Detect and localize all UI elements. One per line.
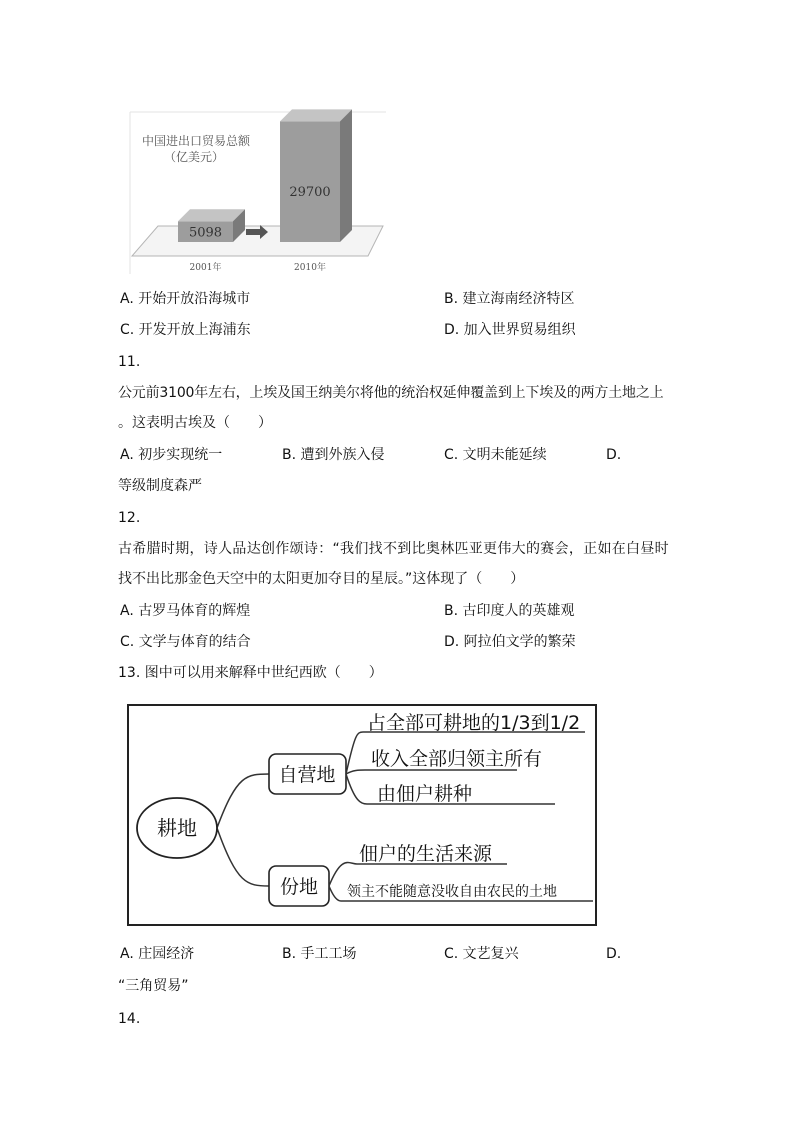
trade-volume-bar-chart <box>128 108 386 274</box>
q12-number: 12. <box>118 510 141 526</box>
mindmap-branch-tenancy-label: 份地 <box>279 876 319 898</box>
q11-stem-line1: 公元前3100年左右，上埃及国王纳美尔将他的统治权延伸覆盖到上下埃及的两方土地之上 <box>118 385 664 401</box>
bar-2010年 <box>280 109 352 242</box>
bar-2001年 <box>178 209 245 242</box>
q10-option-a[interactable]: A. 开始开放沿海城市 <box>120 291 251 307</box>
q12-option-b[interactable]: B. 古印度人的英雄观 <box>444 603 575 619</box>
q11-option-c[interactable]: C. 文明未能延续 <box>444 447 547 463</box>
q13-option-a[interactable]: A. 庄园经济 <box>120 946 195 962</box>
q10-option-b[interactable]: B. 建立海南经济特区 <box>444 291 575 307</box>
mindmap-tenancy-item-2: 领主不能随意没收自由农民的土地 <box>347 884 557 900</box>
q12-option-c[interactable]: C. 文学与体育的结合 <box>120 634 251 650</box>
mindmap-root-label: 耕地 <box>157 816 197 840</box>
farmland-mind-map <box>127 704 597 926</box>
q13-stem: 13. 图中可以用来解释中世纪西欧（ ） <box>118 665 383 681</box>
q11-option-d[interactable]: D. <box>606 447 622 463</box>
q11-option-d-text[interactable]: 等级制度森严 <box>118 478 202 494</box>
x-tick-label: 2010年 <box>294 263 326 273</box>
mindmap-demesne-item-1: 占全部可耕地的1/3到1/2 <box>367 712 581 734</box>
q12-stem-line2: 找不出比那金色天空中的太阳更加夺目的星辰。”这体现了（ ） <box>118 571 525 587</box>
q13-option-c[interactable]: C. 文艺复兴 <box>444 946 519 962</box>
q11-option-a[interactable]: A. 初步实现统一 <box>120 447 223 463</box>
q10-option-d[interactable]: D. 加入世界贸易组织 <box>444 322 576 338</box>
bar-value-label: 29700 <box>289 185 331 201</box>
q13-option-d-text[interactable]: “三角贸易” <box>118 978 189 994</box>
mindmap-branch-demesne-label: 自营地 <box>278 764 336 786</box>
q12-stem-line1: 古希腊时期，诗人品达创作颂诗：“我们找不到比奥林匹亚更伟大的赛会，正如在白昼时 <box>118 541 669 557</box>
q12-option-d[interactable]: D. 阿拉伯文学的繁荣 <box>444 634 576 650</box>
q11-number: 11. <box>118 354 141 370</box>
bar-value-label: 5098 <box>188 225 223 241</box>
x-tick-label: 2001年 <box>189 263 222 273</box>
q14-number: 14. <box>118 1011 141 1027</box>
mindmap-demesne-item-3: 由佃户耕种 <box>377 783 473 805</box>
mindmap-tenancy-item-1: 佃户的生活来源 <box>359 843 493 865</box>
q13-option-b[interactable]: B. 手工工场 <box>282 946 357 962</box>
q13-option-d[interactable]: D. <box>606 946 622 962</box>
q12-option-a[interactable]: A. 古罗马体育的辉煌 <box>120 603 251 619</box>
chart-title-line1: 中国进出口贸易总额 <box>142 134 251 148</box>
q11-stem-line2: 。这表明古埃及（ ） <box>118 415 272 431</box>
chart-title-line2: （亿美元） <box>164 150 225 164</box>
q10-option-c[interactable]: C. 开发开放上海浦东 <box>120 322 251 338</box>
mindmap-demesne-item-2: 收入全部归领主所有 <box>371 748 543 770</box>
q11-option-b[interactable]: B. 遭到外族入侵 <box>282 447 385 463</box>
